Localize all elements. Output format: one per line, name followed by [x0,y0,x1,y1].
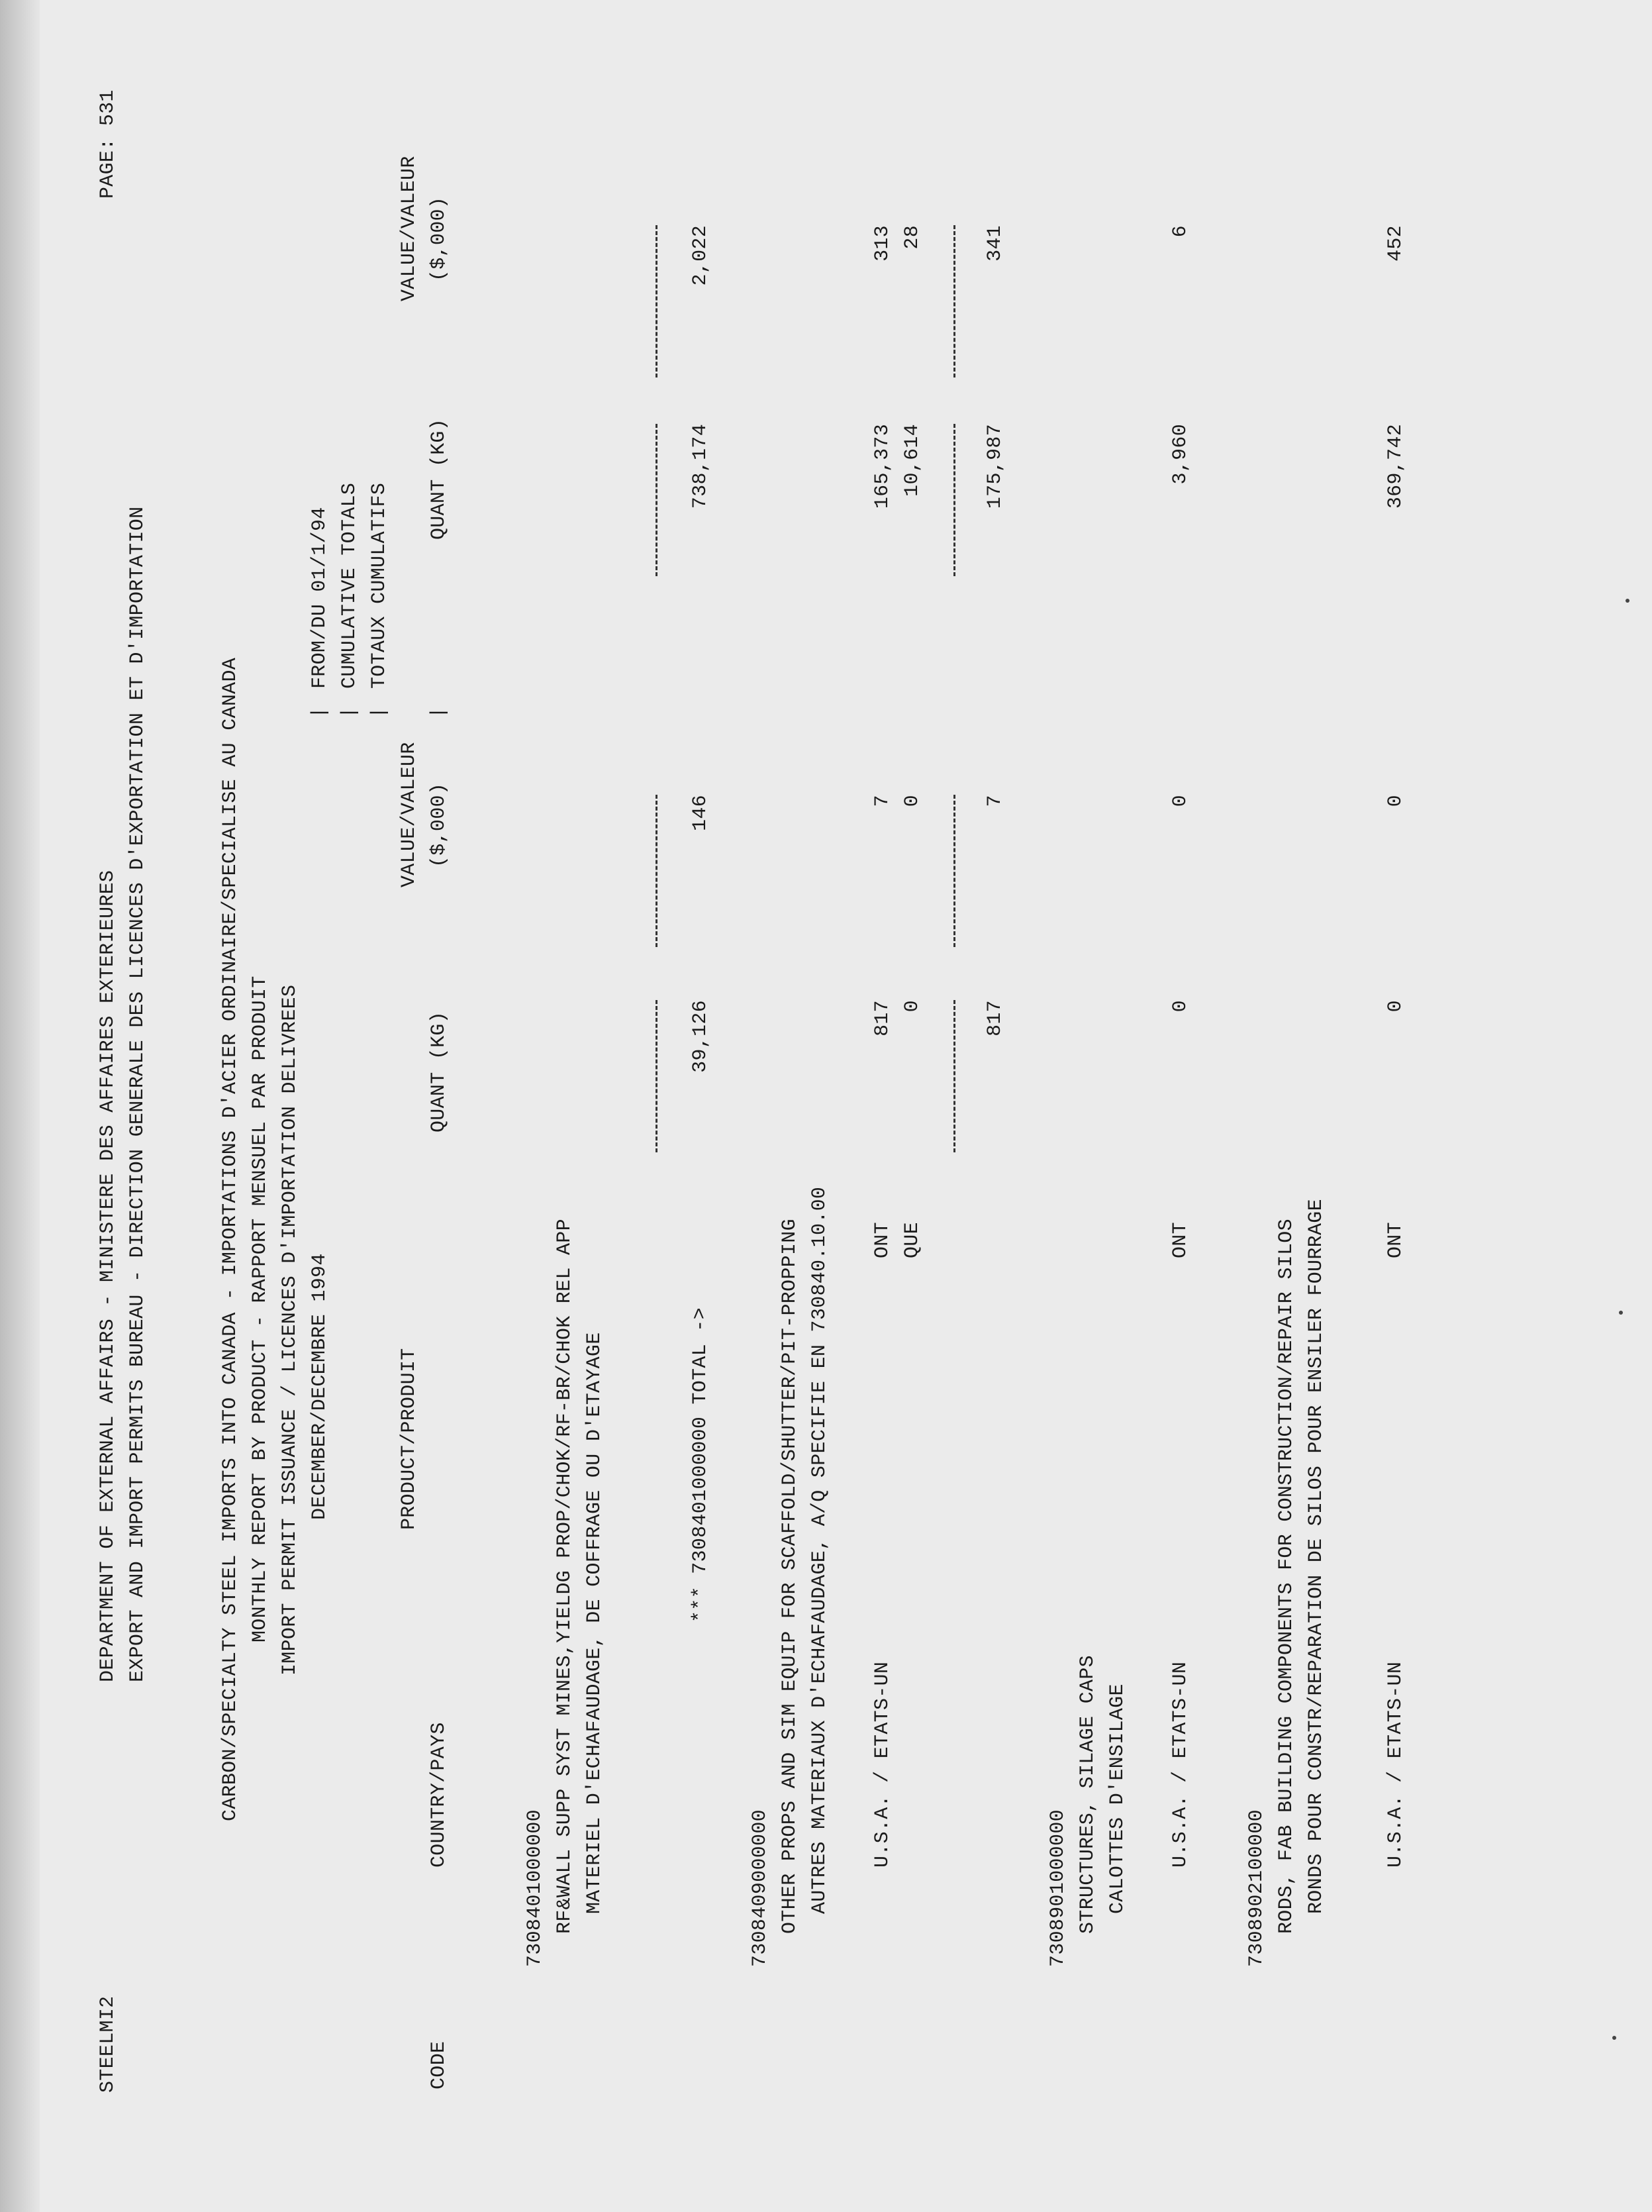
column-separator [656,1000,657,1152]
total-cum-quant: 738,174 [689,424,712,509]
column-separator [953,1000,955,1152]
country-name: U.S.A. / ETATS-UN [1169,1661,1192,1868]
report-title-3: IMPORT PERMIT ISSUANCE / LICENCES D'IMPORTATION DELIVREES [279,984,301,1676]
column-cum-quant: QUANT (KG) [428,418,450,540]
scan-speck [1619,1311,1623,1315]
column-product: PRODUCT/PRODUIT [398,1348,420,1530]
column-separator [656,225,657,377]
cumulative-totals-fr: TOTAUX CUMULATIFS [368,482,391,689]
cumulative-from: FROM/DU 01/1/94 [309,507,331,689]
row-cum-quant: 369,742 [1385,424,1407,509]
column-quant: QUANT (KG) [428,1011,450,1132]
cumulative-totals-en: CUMULATIVE TOTALS [338,482,361,689]
product-code: 7308902100000 [1245,1809,1268,1967]
row-cum-value: 452 [1385,225,1407,262]
total-quant: 39,126 [689,1000,712,1073]
row-value: 0 [901,795,924,807]
province: ONT [1169,1222,1192,1258]
column-separator [656,795,657,947]
column-value-units: ($,000) [428,782,450,868]
row-cum-value: 28 [901,225,924,250]
row-cum-value: 6 [1169,225,1192,238]
cumulative-bar: | [428,706,450,719]
department-line: DEPARTMENT OF EXTERNAL AFFAIRS - MINISTERE DES AFFAIRES EXTERIEURES [97,870,119,1682]
row-cum-value: 313 [871,225,894,262]
column-country: COUNTRY/PAYS [428,1722,450,1868]
total-cum-value: 2,022 [689,225,712,286]
product-code: 7308401000000 [524,1809,546,1967]
scan-speck [1626,599,1629,603]
row-value: 0 [1169,795,1192,807]
product-description-en: RF&WALL SUPP SYST MINES,YIELDG PROP/CHOK/RF-BR/CHOK REL APP [554,1219,576,1934]
column-separator [953,795,955,947]
product-code: 7308901000000 [1047,1809,1069,1967]
country-name: U.S.A. / ETATS-UN [871,1661,894,1868]
report-title-4: DECEMBER/DECEMBRE 1994 [309,1253,331,1520]
column-cum-value: VALUE/VALEUR [398,156,420,301]
province: QUE [901,1222,924,1258]
column-separator [953,225,955,377]
country-name: U.S.A. / ETATS-UN [1385,1661,1407,1868]
product-description-fr: MATERIEL D'ECHAFAUDAGE, DE COFFRAGE OU D'ETAYAGE [583,1332,606,1914]
product-description-fr: AUTRES MATERIAUX D'ECHAFAUDAGE, A/Q SPECIFIE EN 730840.10.00 [808,1186,831,1914]
column-separator [953,424,955,576]
product-description-fr: RONDS POUR CONSTR/REPARATION DE SILOS POUR ENSILER FOURRAGE [1305,1199,1328,1914]
cumulative-bar: | [338,706,361,719]
product-description-en: OTHER PROPS AND SIM EQUIP FOR SCAFFOLD/SHUTTER/PIT-PROPPING [779,1219,801,1934]
total-value: 146 [689,795,712,831]
subtotal-cum-quant: 175,987 [984,424,1006,509]
row-quant: 817 [871,1000,894,1036]
column-value: VALUE/VALEUR [398,742,420,887]
cumulative-bar: | [368,706,391,719]
row-value: 0 [1385,795,1407,807]
product-description-en: RODS, FAB BUILDING COMPONENTS FOR CONSTRUCTION/REPAIR SILOS [1275,1219,1298,1934]
scan-speck [1612,2036,1616,2040]
column-code: CODE [428,2040,450,2089]
product-total-label: *** 7308401000000 TOTAL -> [689,1307,712,1623]
bureau-line: EXPORT AND IMPORT PERMITS BUREAU - DIRECTION GENERALE DES LICENCES D'EXPORTATION ET D'IMPORTATION [126,506,149,1682]
row-value: 7 [871,795,894,807]
row-cum-quant: 10,614 [901,424,924,497]
report-id: STEELMI2 [97,1995,119,2093]
row-cum-quant: 3,960 [1169,424,1192,485]
column-separator [656,424,657,576]
row-quant: 0 [1169,1000,1192,1013]
product-description-en: STRUCTURES, SILAGE CAPS [1077,1655,1099,1934]
row-cum-quant: 165,373 [871,424,894,509]
row-quant: 0 [1385,1000,1407,1013]
subtotal-quant: 817 [984,1000,1006,1036]
product-code: 7308409000000 [749,1809,771,1967]
province: ONT [1385,1222,1407,1258]
page-number: PAGE: 531 [97,89,119,199]
row-quant: 0 [901,1000,924,1013]
cumulative-bar: | [309,706,331,719]
subtotal-cum-value: 341 [984,225,1006,262]
column-cum-value-units: ($,000) [428,196,450,281]
province: ONT [871,1222,894,1258]
report-title-2: MONTHLY REPORT BY PRODUCT - RAPPORT MENSUEL PAR PRODUIT [249,976,271,1642]
subtotal-value: 7 [984,795,1006,807]
product-description-fr: CALOTTES D'ENSILAGE [1106,1684,1129,1914]
report-title-1: CARBON/SPECIALTY STEEL IMPORTS INTO CANADA - IMPORTATIONS D'ACIER ORDINAIRE/SPECIALISE AU CANADA [219,657,242,1821]
